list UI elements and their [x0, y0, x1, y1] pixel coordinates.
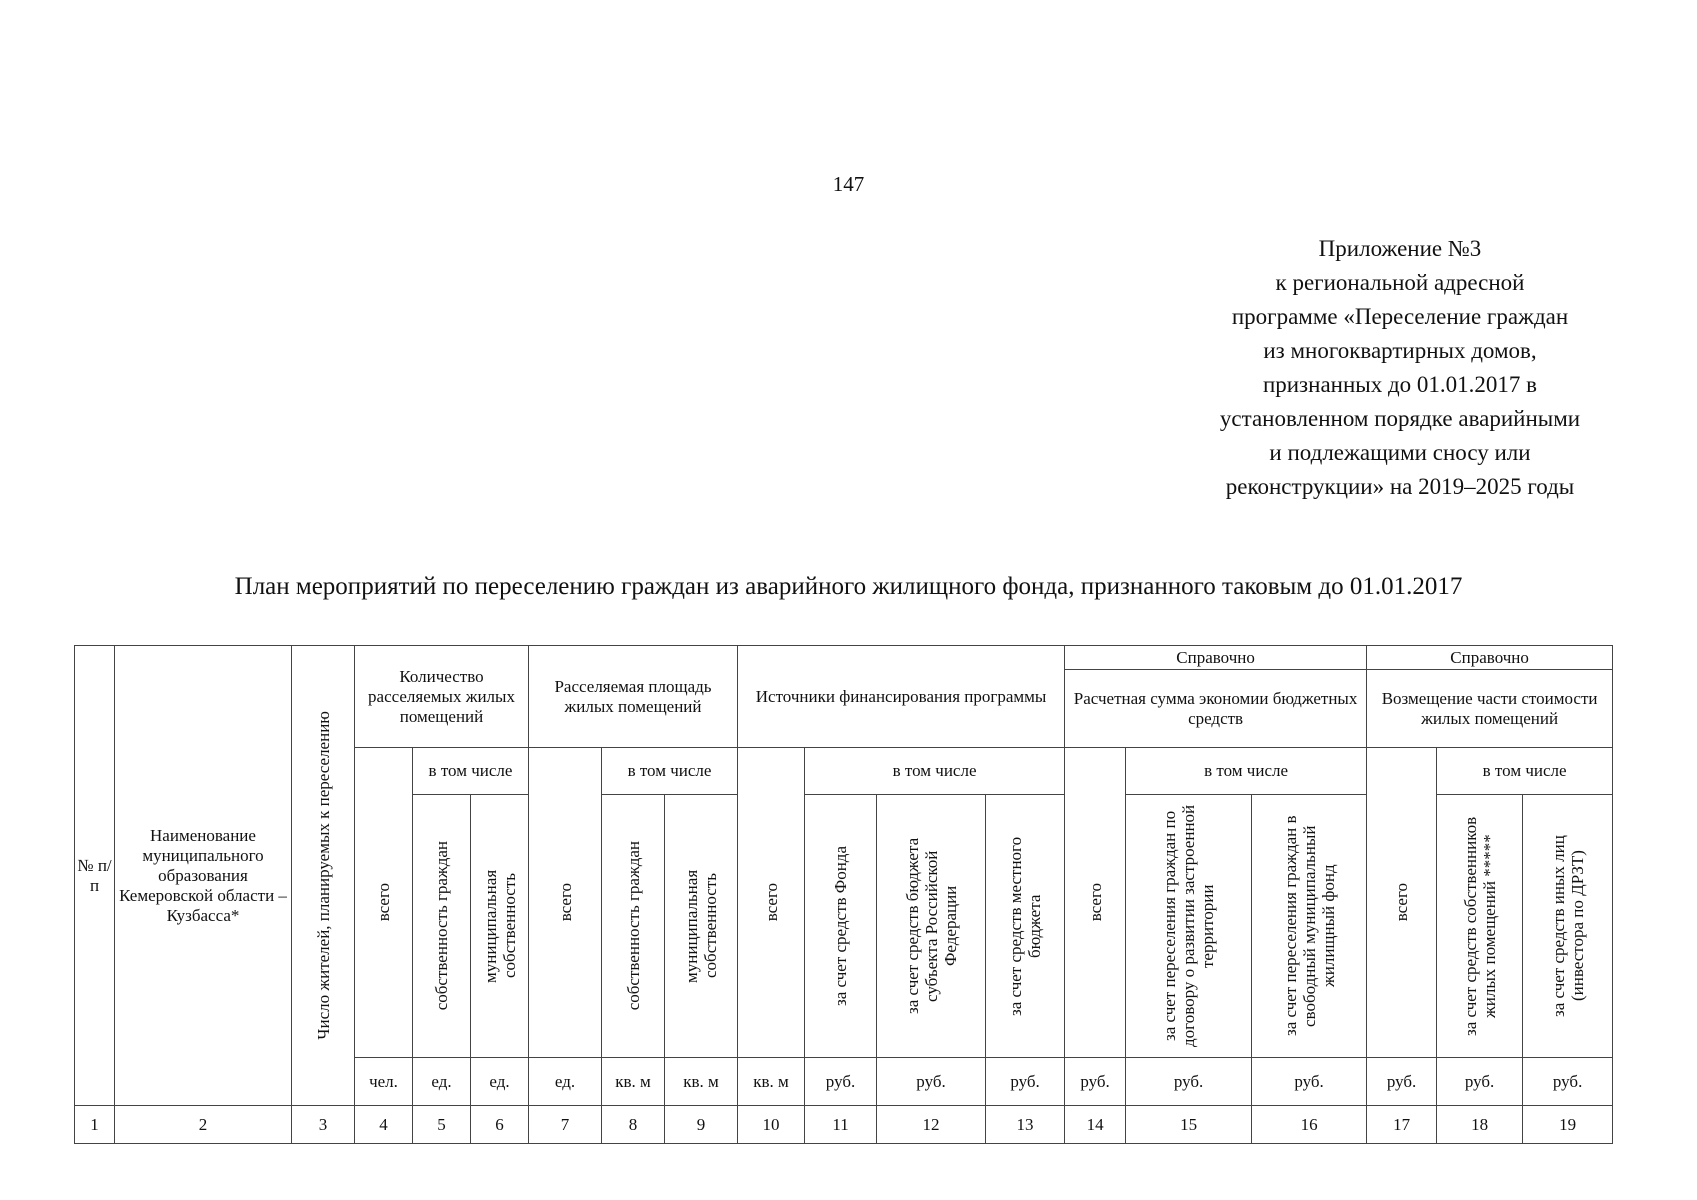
unit-cell: руб. [1252, 1058, 1367, 1106]
premises-total-header [355, 748, 413, 1058]
appendix-line: программе «Переселение граждан [1231, 304, 1569, 329]
appendix-line: из многоквартирных домов, [1263, 338, 1537, 363]
unit-cell: руб. [1065, 1058, 1126, 1106]
column-number: 15 [1126, 1106, 1252, 1144]
appendix-line: установленном порядке аварийными [1219, 406, 1581, 431]
column-number: 10 [738, 1106, 805, 1144]
column-number: 3 [292, 1106, 355, 1144]
dev-agreement-header [1126, 795, 1252, 1058]
appendix-line: к региональной адресной [1275, 270, 1525, 295]
appendix-header [1170, 232, 1630, 504]
local-budget-label: за счет средств местного бюджета [1006, 836, 1045, 1016]
total-label: всего [374, 883, 393, 922]
total-label: всего [555, 883, 575, 922]
reference-header-1: Справочно [1065, 646, 1367, 670]
unit-cell: руб. [1437, 1058, 1523, 1106]
header-row [75, 646, 1613, 670]
compensation-including-header: в том числе [1437, 748, 1613, 795]
premises-count-header: Количество расселяемых жилых помещений [355, 646, 529, 748]
column-number: 1 [75, 1106, 115, 1144]
financing-total-header [738, 748, 805, 1058]
compensation-total-header [1367, 748, 1437, 1058]
compensation-header: Возмещение части стоимости жилых помещений [1367, 670, 1613, 748]
plan-title: План мероприятий по переселению граждан из аварийного жилищного фонда, признанного таковым до 01.01.2017 [234, 573, 1463, 600]
other-persons-header [1523, 795, 1613, 1058]
area-municipal-header [665, 795, 738, 1058]
unit-cell: ед. [413, 1058, 471, 1106]
page-number: 147 [832, 172, 865, 196]
total-label: всего [1085, 883, 1105, 922]
total-label: всего [761, 883, 781, 922]
appendix-line: Приложение №3 [1318, 236, 1482, 261]
area-total-header [529, 748, 602, 1058]
column-numbers-row [75, 1106, 1613, 1144]
subject-budget-label: за счет средств бюджета субъекта Российской Федерации [902, 837, 960, 1015]
total-label: всего [1392, 883, 1412, 922]
savings-total-header [1065, 748, 1126, 1058]
column-number: 18 [1437, 1106, 1523, 1144]
free-fund-label: за счет переселения граждан в свободный муниципальный жилищный фонд [1280, 815, 1338, 1037]
citizens-property-label: собственность граждан [623, 841, 643, 1011]
unit-cell: руб. [986, 1058, 1065, 1106]
reference-header-2: Справочно [1367, 646, 1613, 670]
premises-citizens-header [413, 795, 471, 1058]
appendix-line: признанных до 01.01.2017 в [1262, 372, 1538, 397]
column-number: 7 [529, 1106, 602, 1144]
financing-header: Источники финансирования программы [738, 646, 1065, 748]
column-number: 4 [355, 1106, 413, 1144]
column-number: 9 [665, 1106, 738, 1144]
subject-budget-header [877, 795, 986, 1058]
financing-including-header: в том числе [805, 748, 1065, 795]
unit-cell: руб. [1367, 1058, 1437, 1106]
fund-label: за счет средств Фонда [831, 846, 851, 1006]
unit-cell: ед. [471, 1058, 529, 1106]
municipal-property-label: муниципальная собственность [682, 869, 721, 983]
savings-including-header: в том числе [1126, 748, 1367, 795]
savings-header: Расчетная сумма экономии бюджетных средств [1065, 670, 1367, 748]
column-number: 17 [1367, 1106, 1437, 1144]
column-number: 14 [1065, 1106, 1126, 1144]
column-number: 19 [1523, 1106, 1613, 1144]
residents-label: Число жителей, планируемых к переселению [313, 711, 333, 1040]
col-residents-header [292, 646, 355, 1106]
unit-cell: руб. [1523, 1058, 1613, 1106]
unit-cell: руб. [1126, 1058, 1252, 1106]
column-number: 8 [602, 1106, 665, 1144]
premises-municipal-header [471, 795, 529, 1058]
column-number: 16 [1252, 1106, 1367, 1144]
owners-funds-header [1437, 795, 1523, 1058]
unit-cell: ед. [529, 1058, 602, 1106]
column-number: 11 [805, 1106, 877, 1144]
local-budget-header [986, 795, 1065, 1058]
col-num-header: № п/п [75, 646, 115, 1106]
column-number: 12 [877, 1106, 986, 1144]
premises-including-header: в том числе [413, 748, 529, 795]
column-number: 6 [471, 1106, 529, 1144]
area-including-header: в том числе [602, 748, 738, 795]
unit-cell: кв. м [665, 1058, 738, 1106]
unit-cell: чел. [355, 1058, 413, 1106]
fund-header [805, 795, 877, 1058]
dev-agreement-label: за счет переселения граждан по договору о развитии застроенной территории [1160, 804, 1218, 1048]
unit-cell: кв. м [602, 1058, 665, 1106]
col-municipality-header: Наименование муниципального образования Кемеровской области – Кузбасса* [115, 646, 292, 1106]
column-number: 13 [986, 1106, 1065, 1144]
column-number: 5 [413, 1106, 471, 1144]
municipal-property-label: муниципальная собственность [480, 869, 519, 983]
citizens-property-label: собственность граждан [432, 841, 451, 1011]
unit-cell: кв. м [738, 1058, 805, 1106]
unit-cell: руб. [877, 1058, 986, 1106]
area-citizens-header [602, 795, 665, 1058]
unit-cell: руб. [805, 1058, 877, 1106]
area-header: Расселяемая площадь жилых помещений [529, 646, 738, 748]
free-fund-header [1252, 795, 1367, 1058]
other-persons-label: за счет средств иных лиц (инвестора по ДРЗТ) [1548, 835, 1587, 1017]
owners-funds-label: за счет средств собственников жилых помещений ***** [1460, 816, 1499, 1036]
resettlement-plan-table [74, 645, 1613, 1144]
appendix-line: реконструкции» на 2019–2025 годы [1225, 474, 1575, 499]
column-number: 2 [115, 1106, 292, 1144]
appendix-line: и подлежащими сносу или [1269, 440, 1531, 465]
